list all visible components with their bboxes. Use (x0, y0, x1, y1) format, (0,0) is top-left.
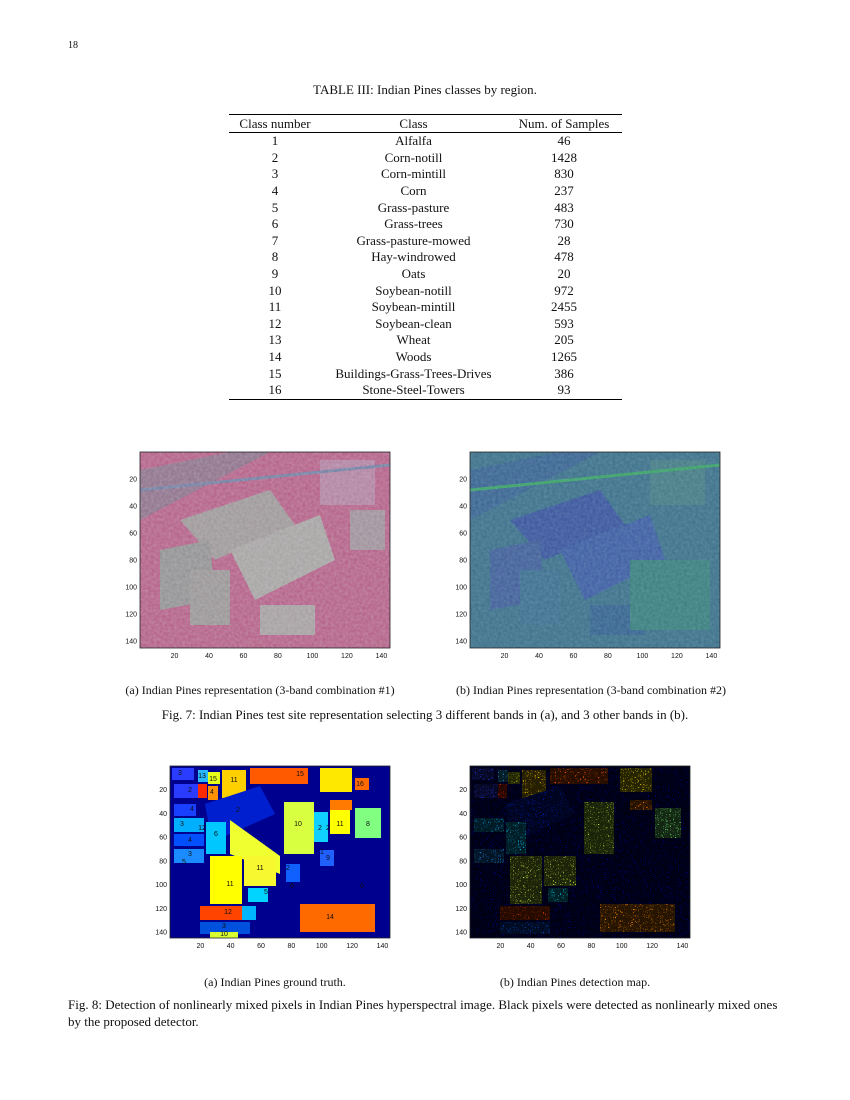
cell-class-name: Soybean-notill (375, 282, 452, 298)
x-tick-label: 120 (346, 943, 358, 950)
region-label: 2 (188, 787, 192, 794)
cell-num-samples: 237 (554, 183, 574, 199)
y-tick-label: 120 (155, 905, 167, 913)
cell-class-name: Hay-windrowed (371, 249, 456, 265)
x-tick-label: 60 (557, 943, 565, 950)
x-tick-label: 100 (636, 653, 649, 660)
fig7a-subcaption: (a) Indian Pines representation (3-band combination #1) (125, 683, 395, 697)
region-label: 10 (220, 931, 228, 938)
cell-class-name: Wheat (396, 332, 431, 348)
y-tick-label: 60 (129, 530, 137, 538)
cell-num-samples: 93 (506, 382, 622, 399)
table-row (229, 150, 622, 167)
y-tick-label: 40 (129, 503, 137, 511)
cell-num-samples: 20 (557, 266, 571, 282)
region-label: 11 (256, 865, 264, 872)
region-label: 3 (178, 770, 182, 777)
region-label: 11 (336, 821, 344, 828)
fig8a-x-ticks (196, 943, 388, 950)
x-tick-label: 100 (615, 943, 628, 950)
x-tick-label: 20 (496, 943, 505, 950)
fig8b-image (450, 764, 700, 954)
region-label: 11 (226, 881, 234, 888)
fig8-caption: Fig. 8: Detection of nonlinearly mixed pixels in Indian Pines hyperspectral image. Black pixels were detected as nonlinearly mixed ones by the proposed detector. (68, 997, 778, 1029)
region-label: 0 (360, 883, 364, 890)
cell-class-number: 10 (268, 282, 282, 298)
x-tick-label: 40 (205, 653, 213, 660)
col-header-class: Class (321, 115, 506, 133)
x-tick-label: 80 (274, 653, 282, 660)
table-row (229, 332, 622, 349)
region-label: 4 (210, 789, 214, 796)
y-tick-label: 20 (159, 787, 167, 795)
x-tick-label: 40 (535, 653, 543, 660)
region-label: 16 (356, 781, 364, 788)
x-tick-label: 140 (705, 653, 718, 660)
x-tick-label: 140 (376, 943, 389, 950)
region-label: 10 (294, 821, 302, 828)
region-label: 3 (222, 923, 226, 930)
cell-class-name: Stone-Steel-Towers (321, 382, 506, 399)
x-tick-label: 80 (604, 653, 612, 660)
y-tick-label: 80 (129, 557, 137, 565)
x-tick-label: 100 (315, 943, 328, 950)
x-tick-label: 140 (375, 653, 388, 660)
cell-num-samples: 593 (554, 315, 574, 331)
y-tick-label: 40 (459, 503, 467, 511)
fig8a-image (150, 764, 400, 954)
table-row (229, 349, 622, 366)
region-label: 1 (320, 849, 324, 856)
fig7a-x-ticks (171, 653, 388, 660)
table-row (229, 249, 622, 266)
x-tick-label: 40 (226, 943, 235, 950)
col-header-samples: Num. of Samples (506, 115, 622, 133)
cell-class-number: 16 (229, 382, 321, 399)
table-row (229, 316, 622, 333)
y-tick-label: 80 (159, 858, 167, 866)
region-label: 6 (214, 831, 218, 838)
fig8b-y-ticks (455, 787, 467, 936)
y-tick-label: 80 (459, 858, 467, 866)
cell-class-number: 7 (271, 232, 279, 248)
cell-num-samples: 46 (557, 133, 571, 149)
y-tick-label: 120 (455, 905, 467, 913)
y-tick-label: 100 (455, 584, 467, 592)
x-tick-label: 100 (306, 653, 319, 660)
y-tick-label: 120 (125, 611, 137, 619)
region-label: 15 (209, 776, 217, 783)
y-tick-label: 100 (155, 882, 167, 890)
region-label: 5 (264, 889, 268, 896)
x-tick-label: 120 (671, 653, 683, 660)
y-tick-label: 140 (125, 638, 137, 646)
region-label: 3 (180, 821, 184, 828)
y-tick-label: 20 (459, 476, 467, 484)
fig8a-subcaption: (a) Indian Pines ground truth. (204, 975, 346, 989)
cell-class-number: 8 (271, 249, 279, 265)
cell-num-samples: 1265 (551, 349, 577, 365)
region-label: 3 (188, 851, 192, 858)
cell-num-samples: 972 (554, 282, 574, 298)
region-label: 13 (198, 773, 206, 780)
table-row (229, 266, 622, 283)
fig8b-subcaption: (b) Indian Pines detection map. (499, 975, 651, 989)
table-row (229, 166, 622, 183)
table-row (229, 199, 622, 216)
y-tick-label: 120 (455, 611, 467, 619)
x-tick-label: 60 (239, 653, 248, 660)
fig7b-subcaption: (b) Indian Pines representation (3-band combination #2) (456, 683, 726, 697)
x-tick-label: 80 (287, 943, 296, 950)
region-label: 2 (318, 825, 322, 832)
region-label: 2 (326, 825, 330, 832)
cell-num-samples: 205 (554, 332, 574, 348)
x-tick-label: 20 (170, 653, 179, 660)
y-tick-label: 140 (455, 638, 467, 646)
fig7a-image (120, 450, 400, 665)
table-row (229, 282, 622, 299)
cell-class-name: Alfalfa (395, 133, 432, 149)
y-tick-label: 140 (155, 929, 167, 937)
y-tick-label: 60 (459, 530, 467, 538)
x-tick-label: 60 (257, 943, 265, 950)
cell-class-number: 4 (271, 183, 279, 199)
y-tick-label: 40 (159, 810, 167, 818)
fig7b-x-ticks (501, 653, 718, 660)
cell-class-number: 1 (271, 133, 279, 149)
cell-num-samples: 2455 (551, 299, 577, 315)
cell-class-name: Corn-notill (384, 149, 443, 165)
table-row (229, 233, 622, 250)
fig7b-image (450, 450, 730, 665)
region-label: 8 (366, 821, 370, 828)
y-tick-label: 20 (459, 787, 467, 795)
x-tick-label: 140 (676, 943, 689, 950)
cell-class-number: 2 (271, 149, 279, 165)
cell-class-name: Woods (395, 349, 432, 365)
region-label: 12 (224, 909, 232, 916)
y-tick-label: 140 (455, 929, 467, 937)
cell-class-name: Grass-pasture-mowed (356, 232, 471, 248)
cell-class-number: 11 (268, 299, 282, 315)
cell-class-name: Corn (400, 183, 427, 199)
region-label: 4 (188, 837, 192, 844)
cell-class-number: 3 (271, 166, 279, 182)
cell-class-number: 6 (271, 216, 279, 232)
region-label: 12 (198, 825, 206, 832)
cell-class-number: 14 (268, 349, 282, 365)
page-number: 18 (68, 40, 78, 51)
region-label: 14 (326, 914, 334, 921)
cell-class-number: 12 (268, 315, 282, 331)
cell-num-samples: 28 (557, 232, 571, 248)
cell-class-number: 9 (271, 266, 279, 282)
x-tick-label: 20 (196, 943, 205, 950)
col-header-class-number: Class number (229, 115, 321, 133)
table-row (229, 299, 622, 316)
cell-class-name: Grass-trees (384, 216, 443, 232)
fig7b-y-ticks (455, 477, 467, 646)
table-row (229, 133, 622, 150)
cell-num-samples: 730 (554, 216, 574, 232)
cell-class-name: Buildings-Grass-Trees-Drives (335, 365, 492, 381)
classes-table (229, 114, 622, 400)
table-row (229, 183, 622, 200)
cell-class-name: Oats (401, 266, 426, 282)
cell-class-name: Soybean-clean (375, 315, 452, 331)
cell-class-number: 5 (271, 199, 279, 215)
cell-class-number: 13 (268, 332, 282, 348)
cell-num-samples: 386 (554, 365, 574, 381)
fig8b-x-ticks (496, 943, 688, 950)
y-tick-label: 80 (459, 557, 467, 565)
x-tick-label: 120 (646, 943, 658, 950)
region-label: 15 (296, 771, 304, 778)
table-caption: TABLE III: Indian Pines classes by region. (313, 82, 537, 97)
x-tick-label: 60 (569, 653, 578, 660)
cell-num-samples: 1428 (551, 149, 577, 165)
x-tick-label: 80 (587, 943, 596, 950)
y-tick-label: 60 (159, 834, 167, 842)
table-row (229, 216, 622, 233)
y-tick-label: 40 (459, 810, 467, 818)
cell-class-number: 15 (268, 365, 282, 381)
region-label: 4 (190, 806, 194, 813)
region-label: 11 (230, 777, 238, 784)
region-label: 2 (236, 807, 240, 814)
x-tick-label: 20 (500, 653, 509, 660)
region-label: 6 (290, 883, 294, 890)
region-label: 5 (182, 859, 186, 866)
x-tick-label: 120 (341, 653, 353, 660)
fig7a-y-ticks (125, 477, 137, 646)
fig7-caption: Fig. 7: Indian Pines test site representation selecting 3 different bands in (a), and 3 other bands in (b). (161, 707, 689, 722)
cell-num-samples: 830 (554, 166, 574, 182)
table-row (229, 365, 622, 382)
y-tick-label: 60 (459, 834, 467, 842)
cell-num-samples: 478 (554, 249, 574, 265)
cell-class-name: Grass-pasture (377, 199, 450, 215)
region-label: 9 (326, 855, 330, 862)
x-tick-label: 40 (526, 943, 535, 950)
cell-class-name: Corn-mintill (381, 166, 446, 182)
cell-class-name: Soybean-mintill (371, 299, 456, 315)
y-tick-label: 100 (455, 882, 467, 890)
table-row (229, 382, 622, 399)
y-tick-label: 100 (125, 584, 137, 592)
fig8a-y-ticks (155, 787, 167, 936)
y-tick-label: 20 (129, 476, 137, 484)
region-label: 2 (286, 865, 290, 872)
cell-num-samples: 483 (554, 199, 574, 215)
